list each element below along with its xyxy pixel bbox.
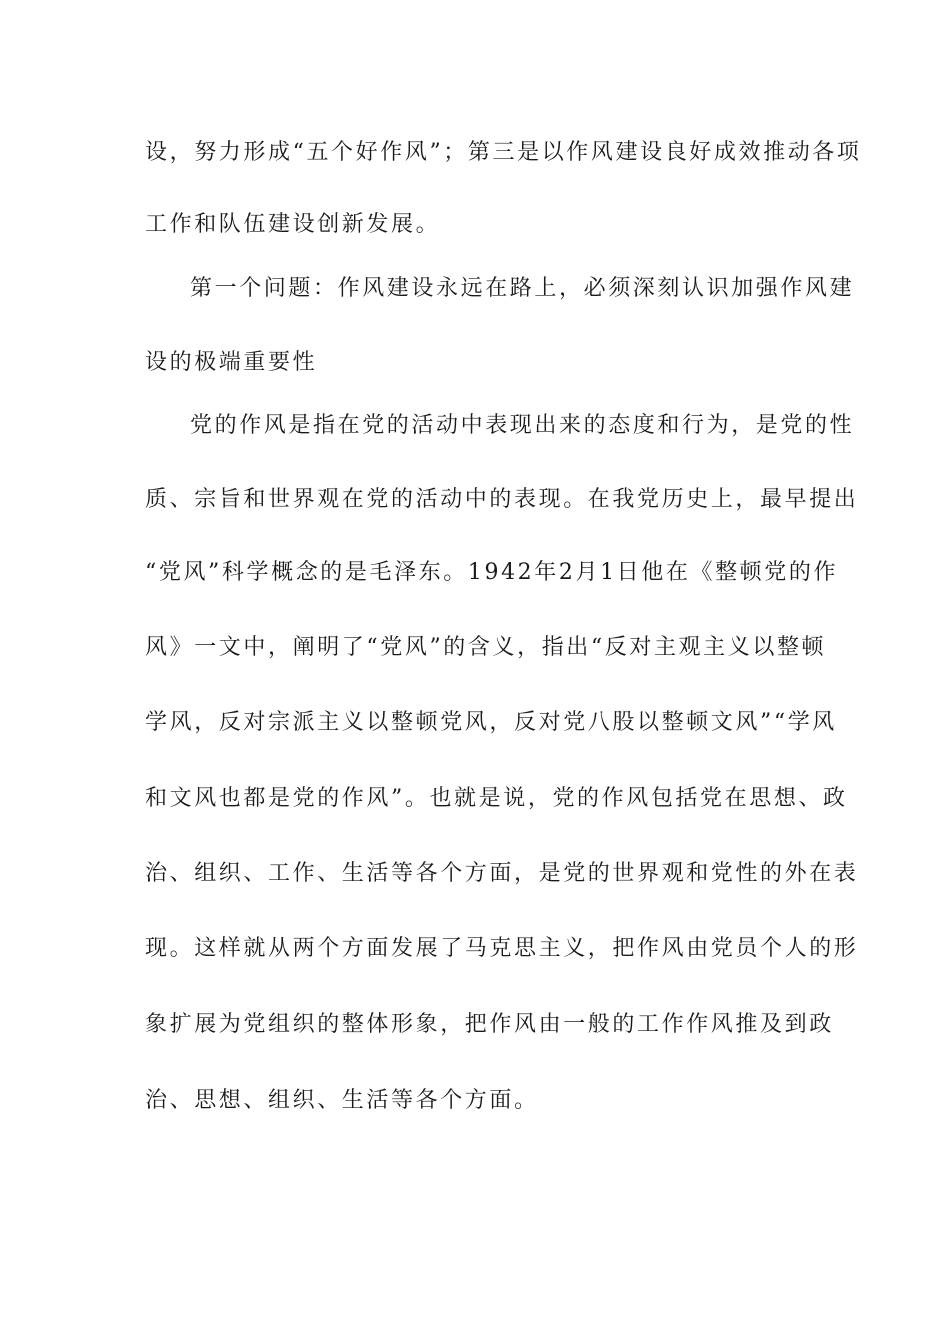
text-line: 设，努力形成“五个好作风”；第三是以作风建设良好成效推动各项 — [145, 140, 862, 165]
text-line: 风》一文中，阐明了“党风”的含义，指出“反对主观主义以整顿 — [145, 635, 827, 660]
text-line: 现。这样就从两个方面发展了马克思主义，把作风由党员个人的形 — [145, 936, 859, 961]
text-line: 治、组织、工作、生活等各个方面，是党的世界观和党性的外在表 — [145, 861, 859, 886]
text-line: 学风，反对宗派主义以整顿党风，反对党八股以整顿文风”“学风 — [145, 710, 837, 735]
section-heading-line: 第一个问题：作风建设永远在路上，必须深刻认识加强作风建 — [190, 276, 855, 301]
text-line: “党风”科学概念的是毛泽东。1942年2月1日他在《整顿党的作 — [145, 560, 839, 585]
text-line: 治、思想、组织、生活等各个方面。 — [145, 1088, 539, 1113]
text-line: 质、宗旨和世界观在党的活动中的表现。在我党历史上，最早提出 — [145, 487, 859, 512]
text-line: 象扩展为党组织的整体形象，把作风由一般的工作作风推及到政 — [145, 1012, 834, 1037]
text-line: 党的作风是指在党的活动中表现出来的态度和行为，是党的性 — [190, 413, 855, 438]
section-heading-line: 设的极端重要性 — [145, 350, 318, 375]
text-line: 工作和队伍建设创新发展。 — [145, 212, 441, 237]
text-line: 和文风也都是党的作风”。也就是说，党的作风包括党在思想、政 — [145, 786, 848, 811]
